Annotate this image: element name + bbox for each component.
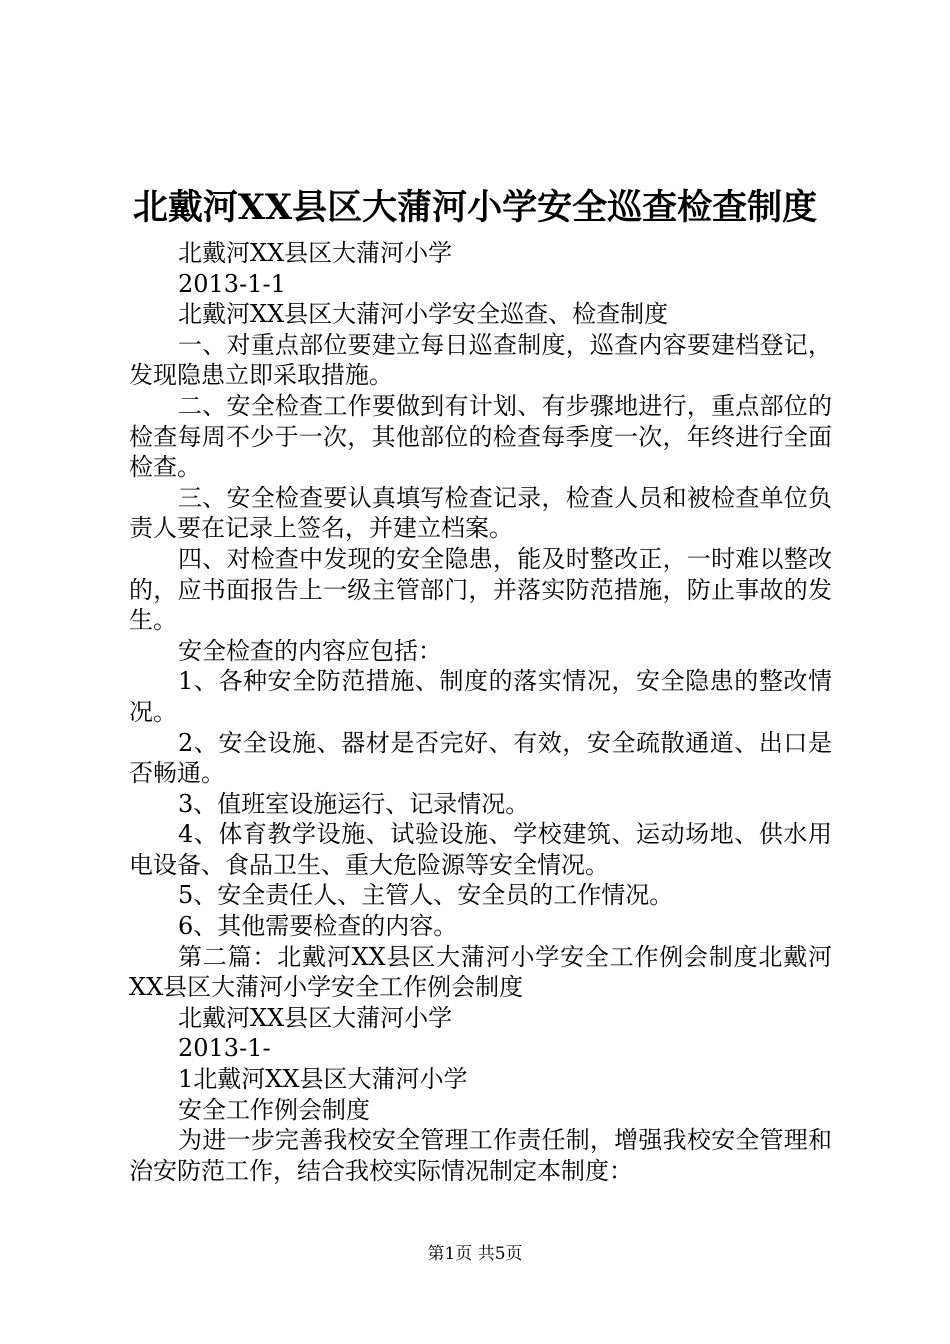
paragraph: 5、安全责任人、主管人、安全员的工作情况。 <box>178 881 674 910</box>
paragraph: 北戴河XX县区大蒲河小学 <box>178 239 453 267</box>
paragraph: 北戴河XX县区大蒲河小学安全巡查、检查制度 <box>178 300 669 329</box>
document-body <box>129 238 832 1186</box>
paragraph: 4、体育教学设施、试验设施、学校建筑、运动场地、供水用电设备、食品卫生、重大危险源等安全情况。 <box>129 820 832 879</box>
paragraph: 安全工作例会制度 <box>178 1095 370 1124</box>
paragraph: 三、安全检查要认真填写检查记录，检查人员和被检查单位负责人要在记录上签名，并建立档案。 <box>129 483 832 543</box>
paragraph: 四、对检查中发现的安全隐患，能及时整改正，一时难以整改的，应书面报告上一级主管部门，并落实防范措施，防止事故的发生。 <box>129 544 832 635</box>
paragraph: 2、安全设施、器材是否完好、有效，安全疏散通道、出口是否畅通。 <box>129 728 832 788</box>
paragraph: 6、其他需要检查的内容。 <box>178 912 458 941</box>
paragraph: 1、各种安全防范措施、制度的落实情况，安全隐患的整改情况。 <box>129 667 832 726</box>
paragraph: 为进一步完善我校安全管理工作责任制，增强我校安全管理和治安防范工作，结合我校实际情况制定本制度： <box>129 1126 832 1185</box>
paragraph: 1北戴河XX县区大蒲河小学 <box>178 1065 468 1094</box>
paragraph: 3、值班室设施运行、记录情况。 <box>178 789 530 818</box>
paragraph: 一、对重点部位要建立每日巡查制度，巡查内容要建档登记，发现隐患立即采取措施。 <box>129 330 832 390</box>
paragraph: 安全检查的内容应包括： <box>178 636 442 665</box>
paragraph: 2013-1-1 <box>178 269 286 298</box>
paragraph: 二、安全检查工作要做到有计划、有步骤地进行，重点部位的检查每周不少于一次，其他部位的检查每季度一次，年终进行全面检查。 <box>129 391 832 482</box>
paragraph: 第二篇：北戴河XX县区大蒲河小学安全工作例会制度北戴河XX县区大蒲河小学安全工作例会制度 <box>129 942 832 1002</box>
document-title: 北戴河XX县区大蒲河小学安全巡查检查制度 <box>132 187 818 228</box>
paragraph: 北戴河XX县区大蒲河小学 <box>178 1003 453 1032</box>
page-number-footer: 第1页 共5页 <box>427 1244 523 1264</box>
paragraph: 2013-1- <box>178 1034 271 1063</box>
